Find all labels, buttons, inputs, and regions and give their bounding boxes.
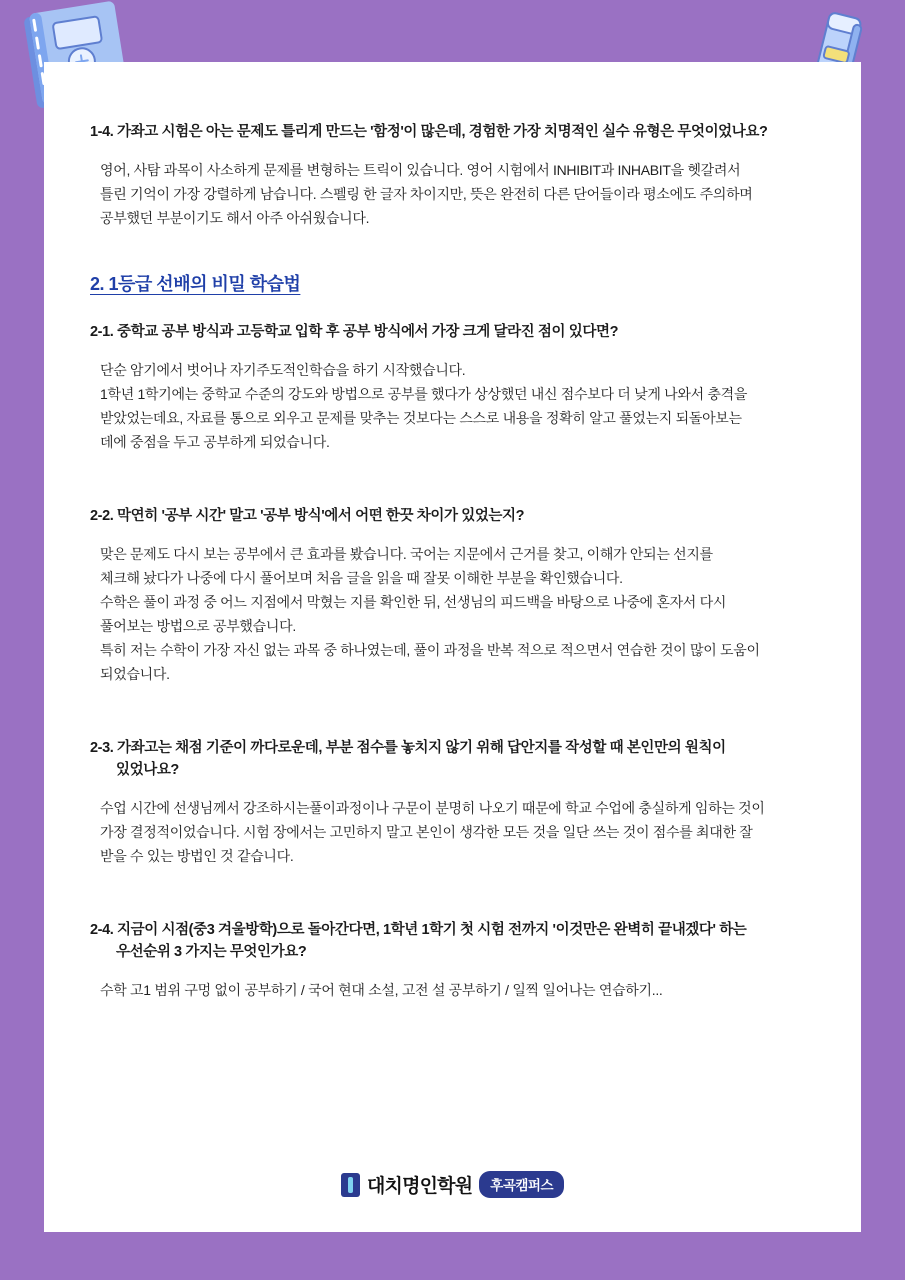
answer-line: 체크해 놨다가 나중에 다시 풀어보며 처음 글을 읽을 때 잘못 이해한 부분을 확인했습니다. xyxy=(100,569,623,586)
answer-line: 수학 고1 범위 구멍 없이 공부하기 / 국어 현대 소설, 고전 설 공부하기 / 일찍 일어나는 연습하기... xyxy=(100,981,663,998)
question-2-3 xyxy=(90,738,815,782)
answer-line: 데에 중점을 두고 공부하게 되었습니다. xyxy=(100,433,330,450)
answer-line: 받을 수 있는 방법인 것 같습니다. xyxy=(100,847,294,864)
answer-2-1 xyxy=(90,358,815,454)
question-line: 우선순위 3 가지는 무엇인가요? xyxy=(116,943,307,960)
question-line: 2-3. 가좌고는 채점 기준이 까다로운데, 부분 점수를 놓치지 않기 위해 답안지를 작성할 때 본인만의 원칙이 xyxy=(90,740,726,757)
section-title-2: 2. 1등급 선배의 비밀 학습법 xyxy=(90,273,301,294)
answer-line: 특히 저는 수학이 가장 자신 없는 과목 중 하나였는데, 풀이 과정을 반복 적으로 적으면서 연습한 것이 많이 도움이 xyxy=(100,642,760,659)
question-2-2: 2-2. 막연히 '공부 시간' 말고 '공부 방식'에서 어떤 한끗 차이가 있었는지? xyxy=(90,508,525,525)
footer-logo xyxy=(44,1171,861,1198)
answer-line: 맞은 문제도 다시 보는 공부에서 큰 효과를 봤습니다. 국어는 지문에서 근거를 찾고, 이해가 안되는 선지를 xyxy=(100,545,713,562)
question-2-4 xyxy=(90,920,815,964)
answer-line: 받았었는데요, 자료를 통으로 외우고 문제를 맞추는 것보다는 스스로 내용을 정확히 알고 풀었는지 되돌아보는 xyxy=(100,409,742,426)
question-1-4: 1-4. 가좌고 시험은 아는 문제도 틀리게 만드는 '함정'이 많은데, 경험한 가장 치명적인 실수 유형은 무엇이었나요? xyxy=(90,124,768,140)
question-line: 2-4. 지금이 시점(중3 겨울방학)으로 돌아간다면, 1학년 1학기 첫 시험 전까지 '이것만은 완벽히 끝내겠다' 하는 xyxy=(90,922,747,938)
answer-line: 되었습니다. xyxy=(100,666,170,683)
question-line: 있었나요? xyxy=(116,762,179,779)
answer-2-3 xyxy=(90,796,815,868)
academy-logo-icon xyxy=(341,1173,360,1197)
answer-line: 공부했던 부분이기도 해서 아주 아쉬웠습니다. xyxy=(100,209,370,226)
answer-line: 틀린 기억이 가장 강렬하게 남습니다. 스펠링 한 글자 차이지만, 뜻은 완전히 다른 단어들이라 평소에도 주의하며 xyxy=(100,185,753,202)
answer-line: 단순 암기에서 벗어나 자기주도적인학습을 하기 시작했습니다. xyxy=(100,361,466,378)
answer-line: 가장 결정적이었습니다. 시험 장에서는 고민하지 말고 본인이 생각한 모든 것을 일단 쓰는 것이 점수를 최대한 잘 xyxy=(100,823,753,840)
answer-2-4 xyxy=(90,978,815,1002)
answer-line: 영어, 사탐 과목이 사소하게 문제를 변형하는 트릭이 있습니다. 영어 시험에서 INHIBIT과 INHABIT을 헷갈려서 xyxy=(100,161,741,178)
answer-1-4 xyxy=(90,158,815,230)
answer-line: 1학년 1학기에는 중학교 수준의 강도와 방법으로 공부를 했다가 상상했던 내신 점수보다 더 낮게 나와서 충격을 xyxy=(100,385,748,402)
question-2-1: 2-1. 중학교 공부 방식과 고등학교 입학 후 공부 방식에서 가장 크게 달라진 점이 있다면? xyxy=(90,323,619,340)
brand-name: 대치명인학원 xyxy=(366,1176,473,1197)
document-sheet xyxy=(44,62,861,1232)
answer-2-2 xyxy=(90,542,815,686)
campus-badge: 후곡캠퍼스 xyxy=(479,1171,564,1198)
answer-line: 풀어보는 방법으로 공부했습니다. xyxy=(100,618,296,635)
answer-line: 수업 시간에 선생님께서 강조하시는풀이과정이나 구문이 분명히 나오기 때문에 학교 수업에 충실하게 임하는 것이 xyxy=(100,799,765,816)
answer-line: 수학은 풀이 과정 중 어느 지점에서 막혔는 지를 확인한 뒤, 선생님의 피드백을 바탕으로 나중에 혼자서 다시 xyxy=(100,593,727,610)
